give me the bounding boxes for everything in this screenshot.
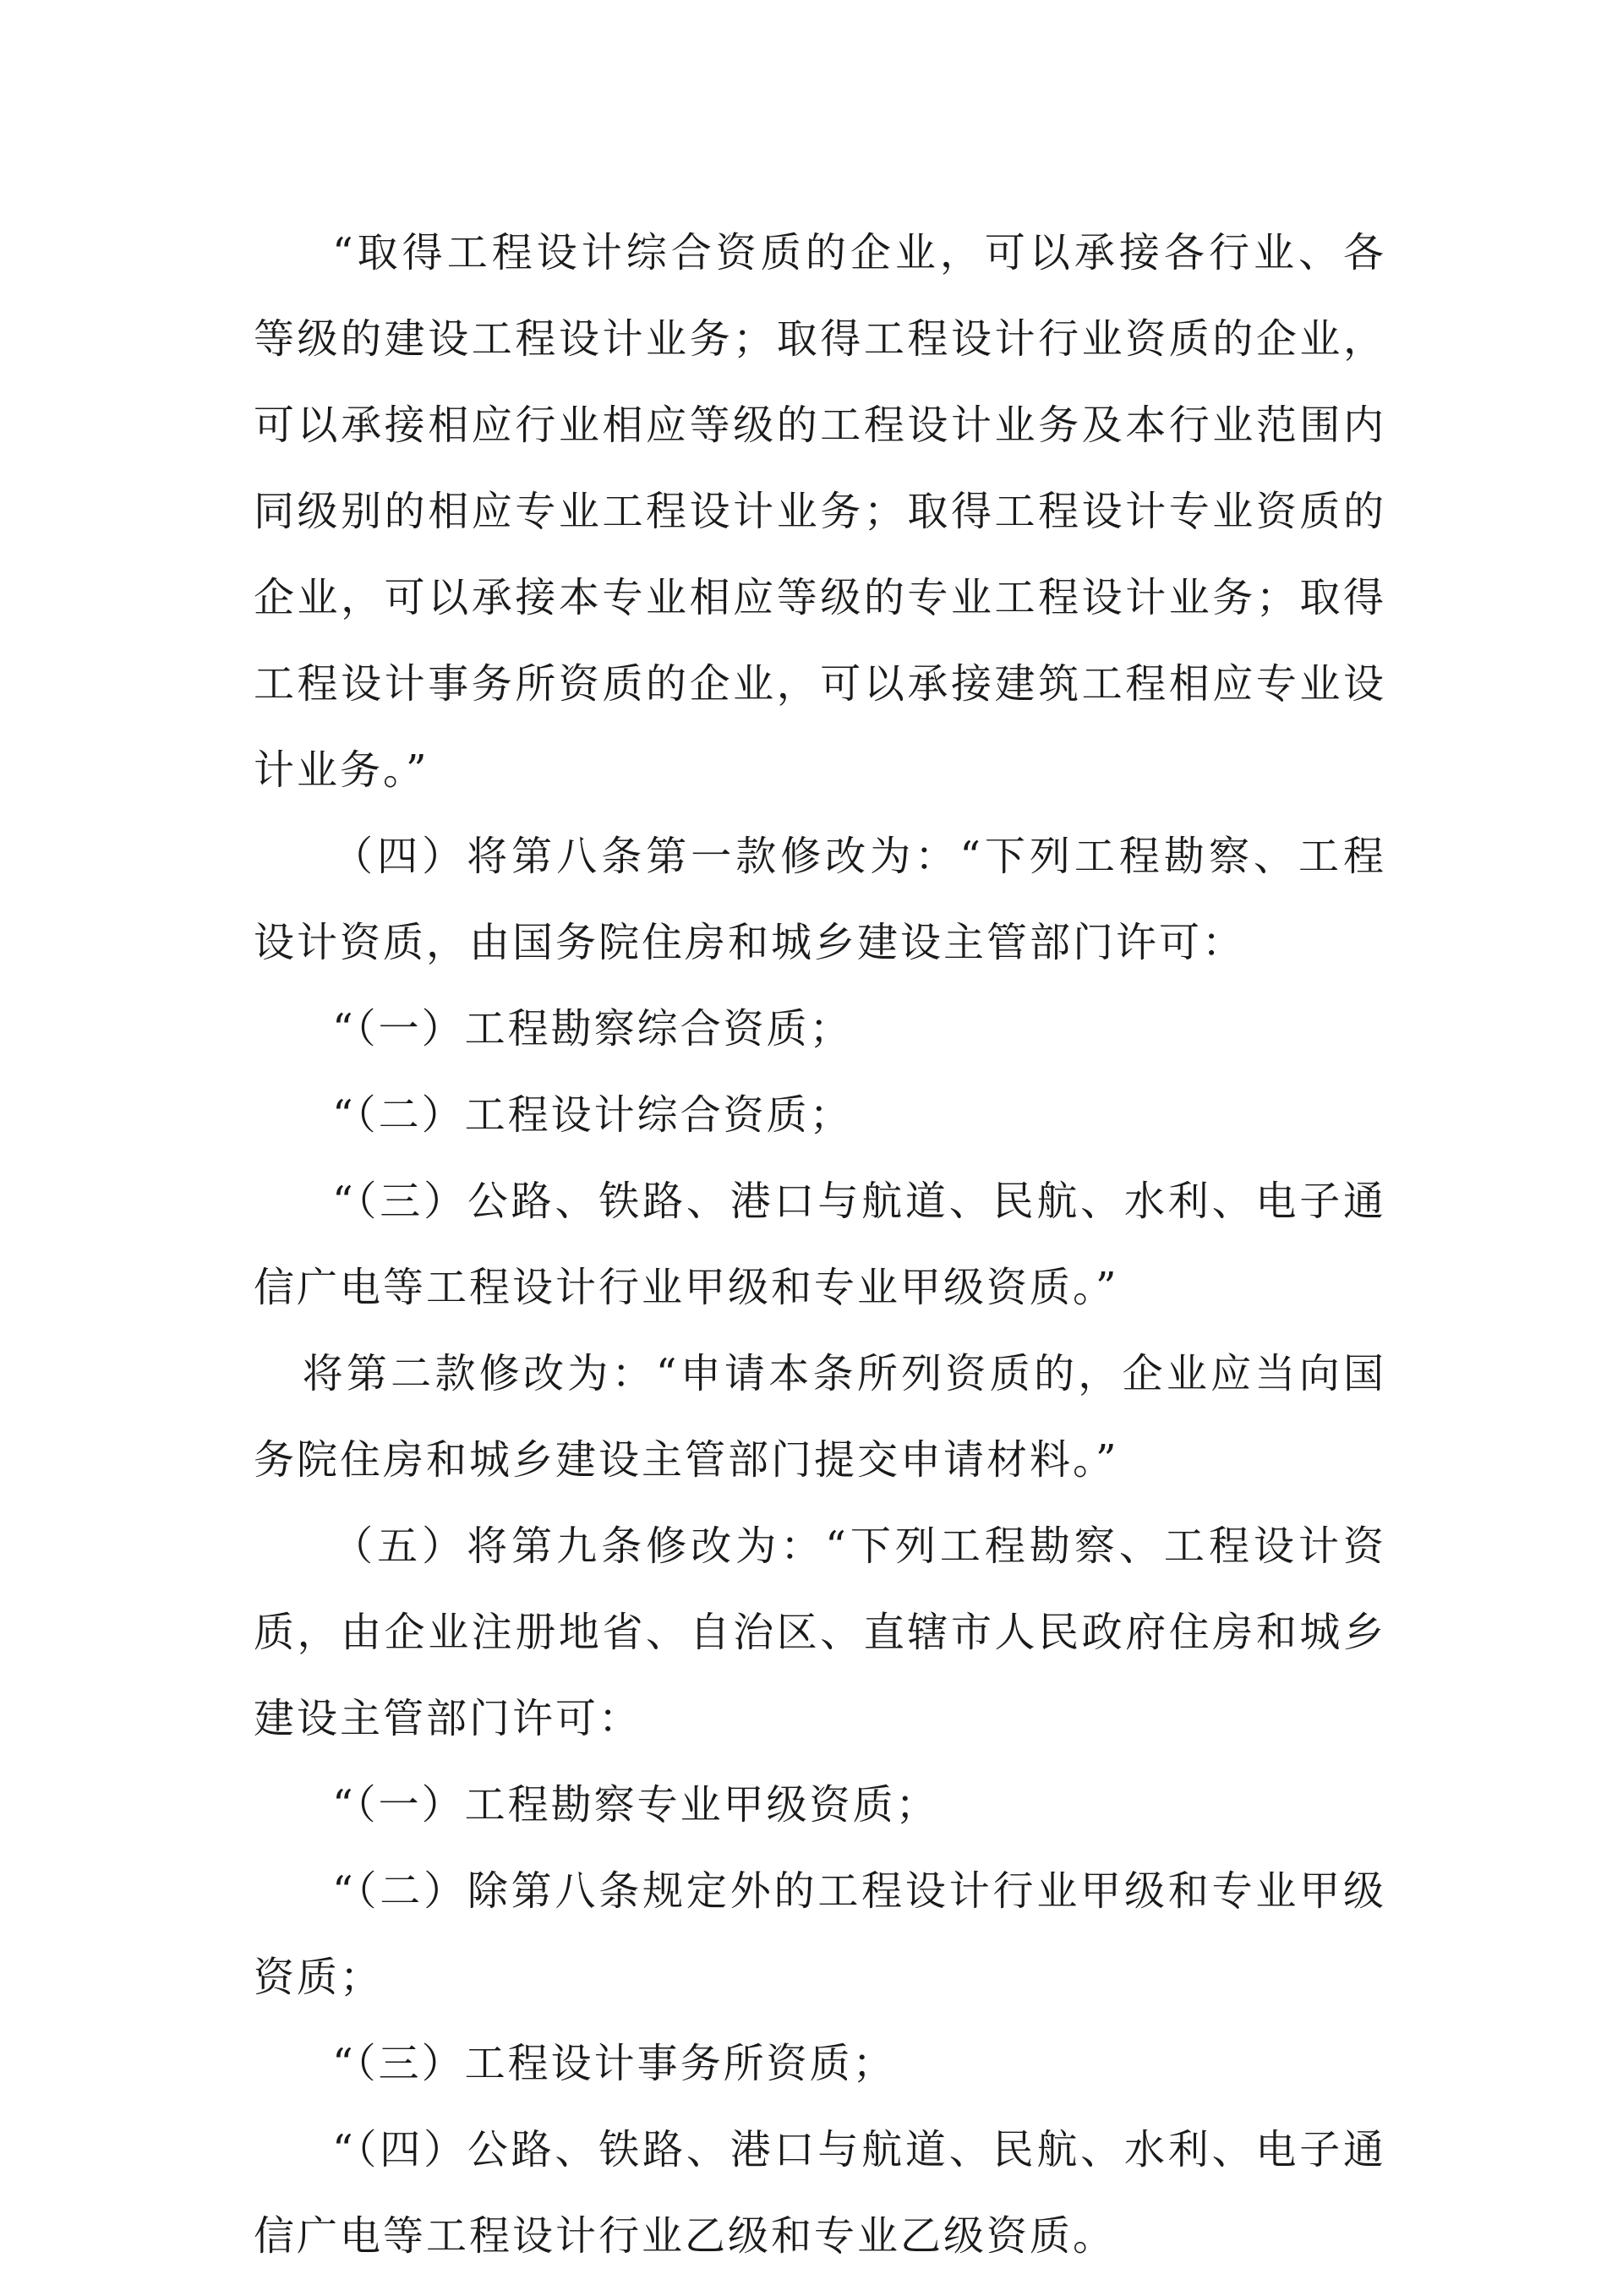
paragraph-item-five: （五）将第九条修改为：“下列工程勘察、工程设计资质，由企业注册地省、自治区、直辖市人民政府住房和城乡建设主管部门许可： <box>254 1522 1386 1742</box>
paragraph-article9-list-1: “（一）工程勘察专业甲级资质； <box>332 1781 939 1829</box>
document-body <box>254 210 1386 2279</box>
paragraph-article8-list-3: “（三）公路、铁路、港口与航道、民航、水利、电子通信广电等工程设计行业甲级和专业甲级资质。” <box>254 1178 1386 1311</box>
paragraph-second-clause: 将第二款修改为：“申请本条所列资质的，企业应当向国务院住房和城乡建设主管部门提交申请材料。” <box>254 1350 1386 1484</box>
paragraph-item-four: （四）将第八条第一款修改为：“下列工程勘察、工程设计资质，由国务院住房和城乡建设主管部门许可： <box>254 833 1386 966</box>
paragraph-article8-list-1: “（一）工程勘察综合资质； <box>332 1005 853 1052</box>
paragraph-article9-list-2: “（二）除第八条规定外的工程设计行业甲级和专业甲级资质； <box>254 1867 1386 2001</box>
paragraph-design-qualification-scope: “取得工程设计综合资质的企业，可以承接各行业、各等级的建设工程设计业务；取得工程设计行业资质的企业，可以承接相应行业相应等级的工程设计业务及本行业范围内同级别的相应专业工程设计业务；取得工程设计专业资质的企业，可以承接本专业相应等级的专业工程设计业务；取得工程设计事务所资质的企业，可以承接建筑工程相应专业设计业务。” <box>254 229 1386 794</box>
paragraph-article9-list-3: “（三）工程设计事务所资质； <box>332 2040 896 2087</box>
paragraph-article9-list-4: “（四）公路、铁路、港口与航道、民航、水利、电子通信广电等工程设计行业乙级和专业乙级资质。 <box>254 2126 1386 2260</box>
paragraph-article8-list-2: “（二）工程设计综合资质； <box>332 1091 853 1139</box>
